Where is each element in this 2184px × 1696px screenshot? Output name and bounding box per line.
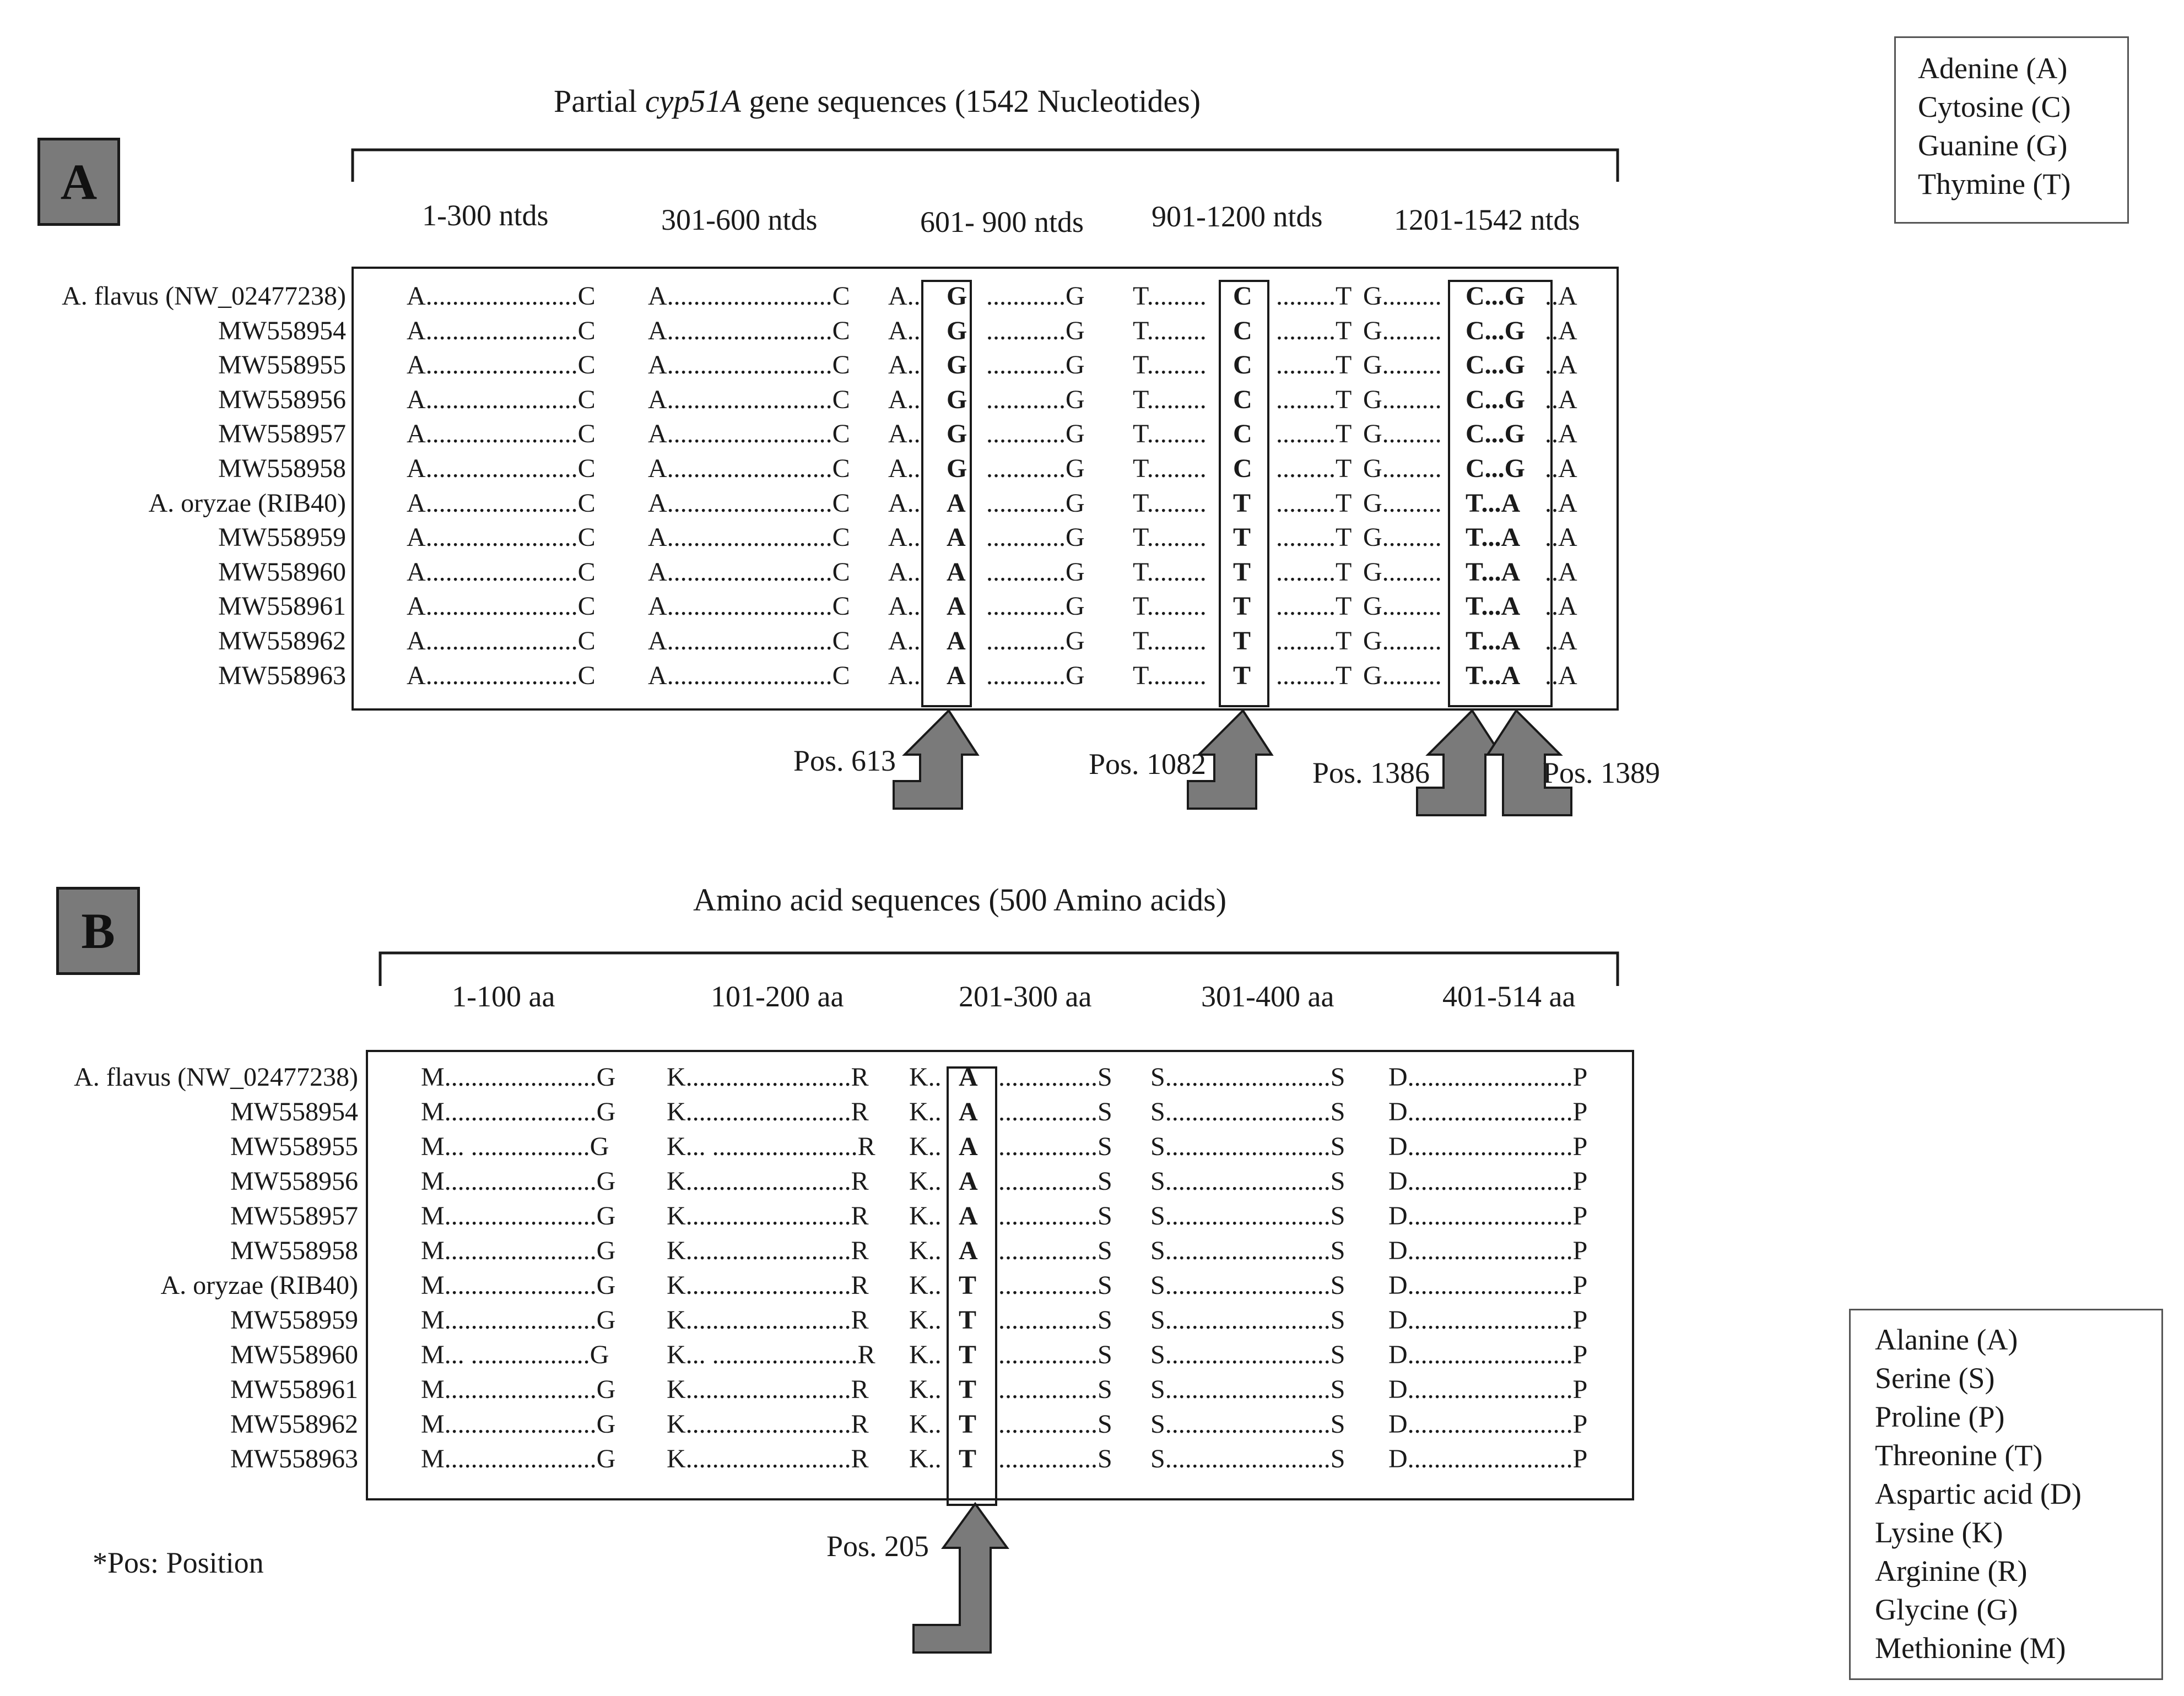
legend-item: Glycine (G): [1875, 1593, 2018, 1626]
sequence-cell: T...A: [1466, 660, 1521, 690]
range-a-4: 901-1200 ntds: [1152, 200, 1323, 233]
sequence-cell: D.........................P: [1388, 1444, 1588, 1473]
sequence-cell: T...A: [1466, 592, 1521, 621]
sequence-cell: A: [959, 1132, 978, 1161]
sequence-cell: M.......................G: [421, 1097, 616, 1126]
sequence-cell: K..: [909, 1305, 942, 1335]
sequence-cell: D.........................P: [1388, 1063, 1588, 1092]
sequence-cell: C...G: [1466, 281, 1525, 311]
range-a-3: 601- 900 ntds: [920, 205, 1084, 239]
sequence-cell: C: [1233, 316, 1252, 345]
sequence-cell: T: [959, 1375, 977, 1404]
sequence-cell: C: [1233, 281, 1252, 311]
sequence-cell: T: [959, 1410, 977, 1439]
sequence-cell: G.........: [1363, 281, 1442, 311]
sequence-cell: K..: [909, 1167, 942, 1196]
sequence-cell: ..A: [1545, 660, 1577, 690]
sequence-name-a: MW558957: [218, 419, 346, 449]
range-b-3: 201-300 aa: [959, 980, 1092, 1013]
sequence-cell: .........T: [1276, 281, 1352, 311]
sequence-cell: A: [947, 592, 966, 621]
sequence-cell: T: [959, 1340, 977, 1369]
sequence-cell: ............G: [986, 488, 1085, 518]
sequence-cell: C...G: [1466, 419, 1525, 449]
sequence-name-a: MW558954: [218, 316, 346, 345]
sequence-cell: A.........................C: [648, 281, 850, 311]
sequence-cell: ...............S: [998, 1236, 1112, 1265]
sequence-cell: A..: [888, 626, 921, 655]
sequence-cell: .........T: [1276, 660, 1352, 690]
sequence-name-a: MW558961: [218, 592, 346, 621]
sequence-cell: T...A: [1466, 557, 1521, 587]
sequence-cell: ............G: [986, 626, 1085, 655]
sequence-cell: D.........................P: [1388, 1201, 1588, 1231]
sequence-cell: A..: [888, 454, 921, 483]
sequence-cell: A.........................C: [648, 454, 850, 483]
sequence-cell: ............G: [986, 523, 1085, 552]
sequence-cell: K... ......................R: [667, 1340, 875, 1369]
sequence-cell: A.........................C: [648, 384, 850, 414]
sequence-cell: A.........................C: [648, 488, 850, 518]
sequence-cell: G: [947, 454, 967, 483]
sequence-cell: M.......................G: [421, 1305, 616, 1335]
sequence-name-b: MW558961: [230, 1375, 358, 1404]
sequence-cell: T: [959, 1305, 977, 1335]
sequence-cell: S.........................S: [1150, 1305, 1345, 1335]
sequence-cell: S.........................S: [1150, 1097, 1345, 1126]
sequence-cell: G.........: [1363, 557, 1442, 587]
sequence-cell: K.........................R: [667, 1444, 869, 1473]
sequence-cell: K..: [909, 1097, 942, 1126]
sequence-name-a: MW558955: [218, 350, 346, 380]
sequence-cell: ...............S: [998, 1410, 1112, 1439]
sequence-cell: K..: [909, 1410, 942, 1439]
sequence-cell: G.........: [1363, 523, 1442, 552]
sequence-name-b: MW558958: [230, 1236, 358, 1265]
sequence-cell: S.........................S: [1150, 1340, 1345, 1369]
sequence-cell: A.......................C: [407, 557, 596, 587]
sequence-cell: S.........................S: [1150, 1063, 1345, 1092]
sequence-cell: ............G: [986, 281, 1085, 311]
sequence-cell: .........T: [1276, 626, 1352, 655]
sequence-cell: A: [947, 488, 966, 518]
sequence-cell: T: [1233, 557, 1251, 587]
sequence-cell: D.........................P: [1388, 1375, 1588, 1404]
sequence-cell: M.......................G: [421, 1271, 616, 1300]
sequence-cell: ...............S: [998, 1201, 1112, 1231]
sequence-cell: T.........: [1133, 419, 1207, 449]
legend-item: Arginine (R): [1875, 1554, 2028, 1587]
sequence-cell: A..: [888, 592, 921, 621]
sequence-cell: T.........: [1133, 557, 1207, 587]
sequence-cell: G: [947, 384, 967, 414]
sequence-cell: T.........: [1133, 350, 1207, 380]
sequence-cell: K.........................R: [667, 1410, 869, 1439]
sequence-cell: A.........................C: [648, 419, 850, 449]
sequence-cell: S.........................S: [1150, 1410, 1345, 1439]
sequence-cell: K.........................R: [667, 1201, 869, 1231]
sequence-cell: ..A: [1545, 281, 1577, 311]
sequence-cell: S.........................S: [1150, 1167, 1345, 1196]
sequence-cell: A.......................C: [407, 281, 596, 311]
sequence-cell: .........T: [1276, 488, 1352, 518]
sequence-cell: T.........: [1133, 488, 1207, 518]
sequence-cell: G: [947, 350, 967, 380]
sequence-cell: T.........: [1133, 316, 1207, 345]
sequence-cell: A: [959, 1063, 978, 1092]
sequence-cell: T: [959, 1444, 977, 1473]
sequence-cell: T...A: [1466, 488, 1521, 518]
sequence-cell: ..A: [1545, 523, 1577, 552]
sequence-cell: K..: [909, 1236, 942, 1265]
range-b-2: 101-200 aa: [711, 980, 844, 1013]
sequence-cell: A.......................C: [407, 592, 596, 621]
sequence-cell: T.........: [1133, 454, 1207, 483]
legend-item: Thymine (T): [1918, 167, 2071, 201]
sequence-cell: ............G: [986, 660, 1085, 690]
sequence-cell: A.........................C: [648, 660, 850, 690]
sequence-cell: S.........................S: [1150, 1444, 1345, 1473]
sequence-cell: A..: [888, 316, 921, 345]
sequence-cell: ............G: [986, 419, 1085, 449]
sequence-cell: A.......................C: [407, 626, 596, 655]
footnote: *Pos: Position: [93, 1546, 264, 1579]
sequence-cell: G.........: [1363, 454, 1442, 483]
sequence-cell: ..A: [1545, 419, 1577, 449]
sequence-cell: C: [1233, 454, 1252, 483]
sequence-cell: C: [1233, 350, 1252, 380]
sequence-cell: T.........: [1133, 660, 1207, 690]
sequence-cell: ............G: [986, 592, 1085, 621]
sequence-cell: D.........................P: [1388, 1132, 1588, 1161]
sequence-name-b: MW558954: [230, 1097, 358, 1126]
sequence-cell: .........T: [1276, 384, 1352, 414]
sequence-cell: ............G: [986, 316, 1085, 345]
sequence-cell: A.......................C: [407, 523, 596, 552]
sequence-cell: S.........................S: [1150, 1375, 1345, 1404]
sequence-cell: ...............S: [998, 1340, 1112, 1369]
sequence-cell: K.........................R: [667, 1236, 869, 1265]
sequence-cell: D.........................P: [1388, 1271, 1588, 1300]
sequence-name-b: MW558960: [230, 1340, 358, 1369]
sequence-cell: .........T: [1276, 454, 1352, 483]
sequence-cell: ..A: [1545, 592, 1577, 621]
sequence-cell: ...............S: [998, 1132, 1112, 1161]
sequence-cell: A..: [888, 419, 921, 449]
sequence-cell: G.........: [1363, 660, 1442, 690]
sequence-cell: A: [959, 1236, 978, 1265]
sequence-name-b: A. oryzae (RIB40): [160, 1271, 358, 1300]
sequence-cell: M.......................G: [421, 1444, 616, 1473]
panel-label-a: A: [37, 138, 120, 226]
arrow-613: [894, 711, 977, 809]
sequence-cell: T: [1233, 523, 1251, 552]
sequence-name-a: A. oryzae (RIB40): [148, 488, 346, 518]
sequence-name-a: A. flavus (NW_02477238): [62, 281, 346, 311]
sequence-cell: A..: [888, 384, 921, 414]
legend-item: Proline (P): [1875, 1400, 2005, 1433]
sequence-cell: C...G: [1466, 316, 1525, 345]
sequence-cell: A..: [888, 488, 921, 518]
sequence-name-a: MW558958: [218, 454, 346, 483]
sequence-name-b: MW558955: [230, 1132, 358, 1161]
sequence-cell: A.......................C: [407, 316, 596, 345]
sequence-name-b: MW558956: [230, 1167, 358, 1196]
sequence-cell: S.........................S: [1150, 1132, 1345, 1161]
sequence-cell: M.......................G: [421, 1410, 616, 1439]
sequence-name-b: MW558963: [230, 1444, 358, 1473]
sequence-cell: A: [959, 1097, 978, 1126]
sequence-cell: A.........................C: [648, 626, 850, 655]
sequence-cell: A: [959, 1167, 978, 1196]
sequence-cell: T...A: [1466, 626, 1521, 655]
sequence-cell: ...............S: [998, 1305, 1112, 1335]
sequence-name-a: MW558959: [218, 523, 346, 552]
sequence-name-a: MW558962: [218, 626, 346, 655]
sequence-cell: ...............S: [998, 1097, 1112, 1126]
sequence-cell: M.......................G: [421, 1063, 616, 1092]
pos-label-205: Pos. 205: [826, 1530, 929, 1563]
sequence-cell: ..A: [1545, 384, 1577, 414]
sequence-cell: G.........: [1363, 592, 1442, 621]
legend-amino-acids: [1849, 1309, 2163, 1680]
sequence-cell: G: [947, 281, 967, 311]
sequence-cell: K..: [909, 1271, 942, 1300]
sequence-cell: A.......................C: [407, 350, 596, 380]
legend-item: Serine (S): [1875, 1362, 1995, 1395]
sequence-cell: T.........: [1133, 384, 1207, 414]
sequence-cell: T...A: [1466, 523, 1521, 552]
range-b-5: 401-514 aa: [1442, 980, 1576, 1013]
sequence-cell: M... ..................G: [421, 1340, 609, 1369]
sequence-cell: C: [1233, 419, 1252, 449]
sequence-cell: K... ......................R: [667, 1132, 875, 1161]
sequence-cell: D.........................P: [1388, 1340, 1588, 1369]
sequence-cell: T: [1233, 592, 1251, 621]
sequence-cell: A.......................C: [407, 384, 596, 414]
sequence-name-a: MW558960: [218, 557, 346, 587]
sequence-cell: G.........: [1363, 626, 1442, 655]
sequence-cell: M.......................G: [421, 1201, 616, 1231]
sequence-cell: A..: [888, 557, 921, 587]
sequence-cell: K..: [909, 1201, 942, 1231]
sequence-cell: T: [1233, 488, 1251, 518]
sequence-cell: K..: [909, 1444, 942, 1473]
sequence-cell: ..A: [1545, 316, 1577, 345]
arrow-205: [913, 1504, 1007, 1652]
sequence-name-a: MW558956: [218, 384, 346, 414]
sequence-cell: T.........: [1133, 523, 1207, 552]
range-b-4: 301-400 aa: [1201, 980, 1334, 1013]
sequence-cell: G: [947, 316, 967, 345]
sequence-cell: K.........................R: [667, 1097, 869, 1126]
sequence-cell: ..A: [1545, 557, 1577, 587]
sequence-cell: T: [1233, 626, 1251, 655]
sequence-cell: A: [959, 1201, 978, 1231]
sequence-cell: A: [947, 660, 966, 690]
sequence-cell: .........T: [1276, 557, 1352, 587]
range-a-2: 301-600 ntds: [661, 203, 818, 236]
legend-item: Threonine (T): [1875, 1439, 2043, 1472]
sequence-cell: G.........: [1363, 384, 1442, 414]
sequence-cell: S.........................S: [1150, 1236, 1345, 1265]
sequence-cell: K.........................R: [667, 1305, 869, 1335]
sequence-cell: K.........................R: [667, 1375, 869, 1404]
sequence-cell: C: [1233, 384, 1252, 414]
sequence-cell: G.........: [1363, 488, 1442, 518]
sequence-cell: A: [947, 557, 966, 587]
panel-b-title: Amino acid sequences (500 Amino acids): [693, 882, 1227, 918]
sequence-cell: T.........: [1133, 592, 1207, 621]
sequence-cell: .........T: [1276, 316, 1352, 345]
sequence-name-b: MW558962: [230, 1410, 358, 1439]
sequence-cell: G.........: [1363, 419, 1442, 449]
sequence-cell: D.........................P: [1388, 1167, 1588, 1196]
sequence-cell: A.......................C: [407, 660, 596, 690]
panel-label-b: B: [56, 887, 140, 975]
sequence-cell: D.........................P: [1388, 1236, 1588, 1265]
sequence-cell: M.......................G: [421, 1167, 616, 1196]
sequence-cell: A.........................C: [648, 523, 850, 552]
sequence-cell: G: [947, 419, 967, 449]
sequence-cell: ..A: [1545, 488, 1577, 518]
pos-label-1082: Pos. 1082: [1089, 747, 1207, 781]
legend-item: Guanine (G): [1918, 129, 2068, 162]
sequence-cell: A: [947, 626, 966, 655]
sequence-cell: K..: [909, 1063, 942, 1092]
sequence-cell: K..: [909, 1375, 942, 1404]
legend-item: Adenine (A): [1918, 52, 2068, 85]
sequence-cell: ...............S: [998, 1375, 1112, 1404]
sequence-cell: ..A: [1545, 454, 1577, 483]
sequence-cell: K.........................R: [667, 1271, 869, 1300]
sequence-cell: .........T: [1276, 350, 1352, 380]
sequence-cell: A.......................C: [407, 488, 596, 518]
legend-item: Aspartic acid (D): [1875, 1477, 2082, 1510]
sequence-cell: K..: [909, 1340, 942, 1369]
sequence-name-a: MW558963: [218, 660, 346, 690]
sequence-cell: ...............S: [998, 1444, 1112, 1473]
sequence-cell: A..: [888, 350, 921, 380]
sequence-cell: M.......................G: [421, 1375, 616, 1404]
sequence-cell: K.........................R: [667, 1063, 869, 1092]
sequence-cell: A.........................C: [648, 557, 850, 587]
sequence-cell: A..: [888, 660, 921, 690]
sequence-cell: A.......................C: [407, 454, 596, 483]
pos-label-1386: Pos. 1386: [1312, 756, 1430, 789]
sequence-cell: .........T: [1276, 523, 1352, 552]
sequence-name-b: MW558959: [230, 1305, 358, 1335]
sequence-cell: M.......................G: [421, 1236, 616, 1265]
pos-label-613: Pos. 613: [793, 744, 896, 777]
sequence-name-b: A. flavus (NW_02477238): [74, 1063, 358, 1092]
sequence-cell: A..: [888, 523, 921, 552]
sequence-cell: S.........................S: [1150, 1271, 1345, 1300]
range-a-1: 1-300 ntds: [422, 199, 549, 232]
sequence-cell: ............G: [986, 350, 1085, 380]
sequence-cell: ...............S: [998, 1063, 1112, 1092]
sequence-cell: .........T: [1276, 419, 1352, 449]
sequence-cell: T: [1233, 660, 1251, 690]
sequence-cell: .........T: [1276, 592, 1352, 621]
sequence-cell: A.........................C: [648, 350, 850, 380]
sequence-cell: T: [959, 1271, 977, 1300]
sequence-cell: ............G: [986, 384, 1085, 414]
sequence-cell: D.........................P: [1388, 1410, 1588, 1439]
range-b-1: 1-100 aa: [452, 980, 555, 1013]
sequence-cell: D.........................P: [1388, 1097, 1588, 1126]
sequence-name-b: MW558957: [230, 1201, 358, 1231]
sequence-cell: A: [947, 523, 966, 552]
panel-a-title: Partial cyp51A gene sequences (1542 Nucleotides): [554, 83, 1201, 119]
sequence-cell: ...............S: [998, 1271, 1112, 1300]
sequence-cell: A.........................C: [648, 316, 850, 345]
sequence-cell: A.......................C: [407, 419, 596, 449]
sequence-cell: K.........................R: [667, 1167, 869, 1196]
sequence-cell: ............G: [986, 557, 1085, 587]
sequence-cell: ...............S: [998, 1167, 1112, 1196]
legend-item: Lysine (K): [1875, 1516, 2003, 1549]
sequence-cell: M... ..................G: [421, 1132, 609, 1161]
sequence-cell: ..A: [1545, 350, 1577, 380]
sequence-cell: C...G: [1466, 350, 1525, 380]
legend-item: Methionine (M): [1875, 1632, 2066, 1665]
sequence-cell: C...G: [1466, 384, 1525, 414]
sequence-cell: A..: [888, 281, 921, 311]
sequence-cell: T.........: [1133, 626, 1207, 655]
legend-item: Cytosine (C): [1918, 90, 2071, 123]
legend-nucleotides: [1894, 36, 2129, 224]
sequence-cell: ............G: [986, 454, 1085, 483]
sequence-cell: C...G: [1466, 454, 1525, 483]
pos-label-1389: Pos. 1389: [1543, 756, 1661, 789]
legend-item: Alanine (A): [1875, 1323, 2018, 1356]
sequence-cell: G.........: [1363, 316, 1442, 345]
sequence-cell: S.........................S: [1150, 1201, 1345, 1231]
sequence-cell: D.........................P: [1388, 1305, 1588, 1335]
sequence-cell: G.........: [1363, 350, 1442, 380]
sequence-cell: K..: [909, 1132, 942, 1161]
sequence-cell: T.........: [1133, 281, 1207, 311]
sequence-cell: ..A: [1545, 626, 1577, 655]
sequence-cell: A.........................C: [648, 592, 850, 621]
range-a-5: 1201-1542 ntds: [1394, 203, 1580, 236]
